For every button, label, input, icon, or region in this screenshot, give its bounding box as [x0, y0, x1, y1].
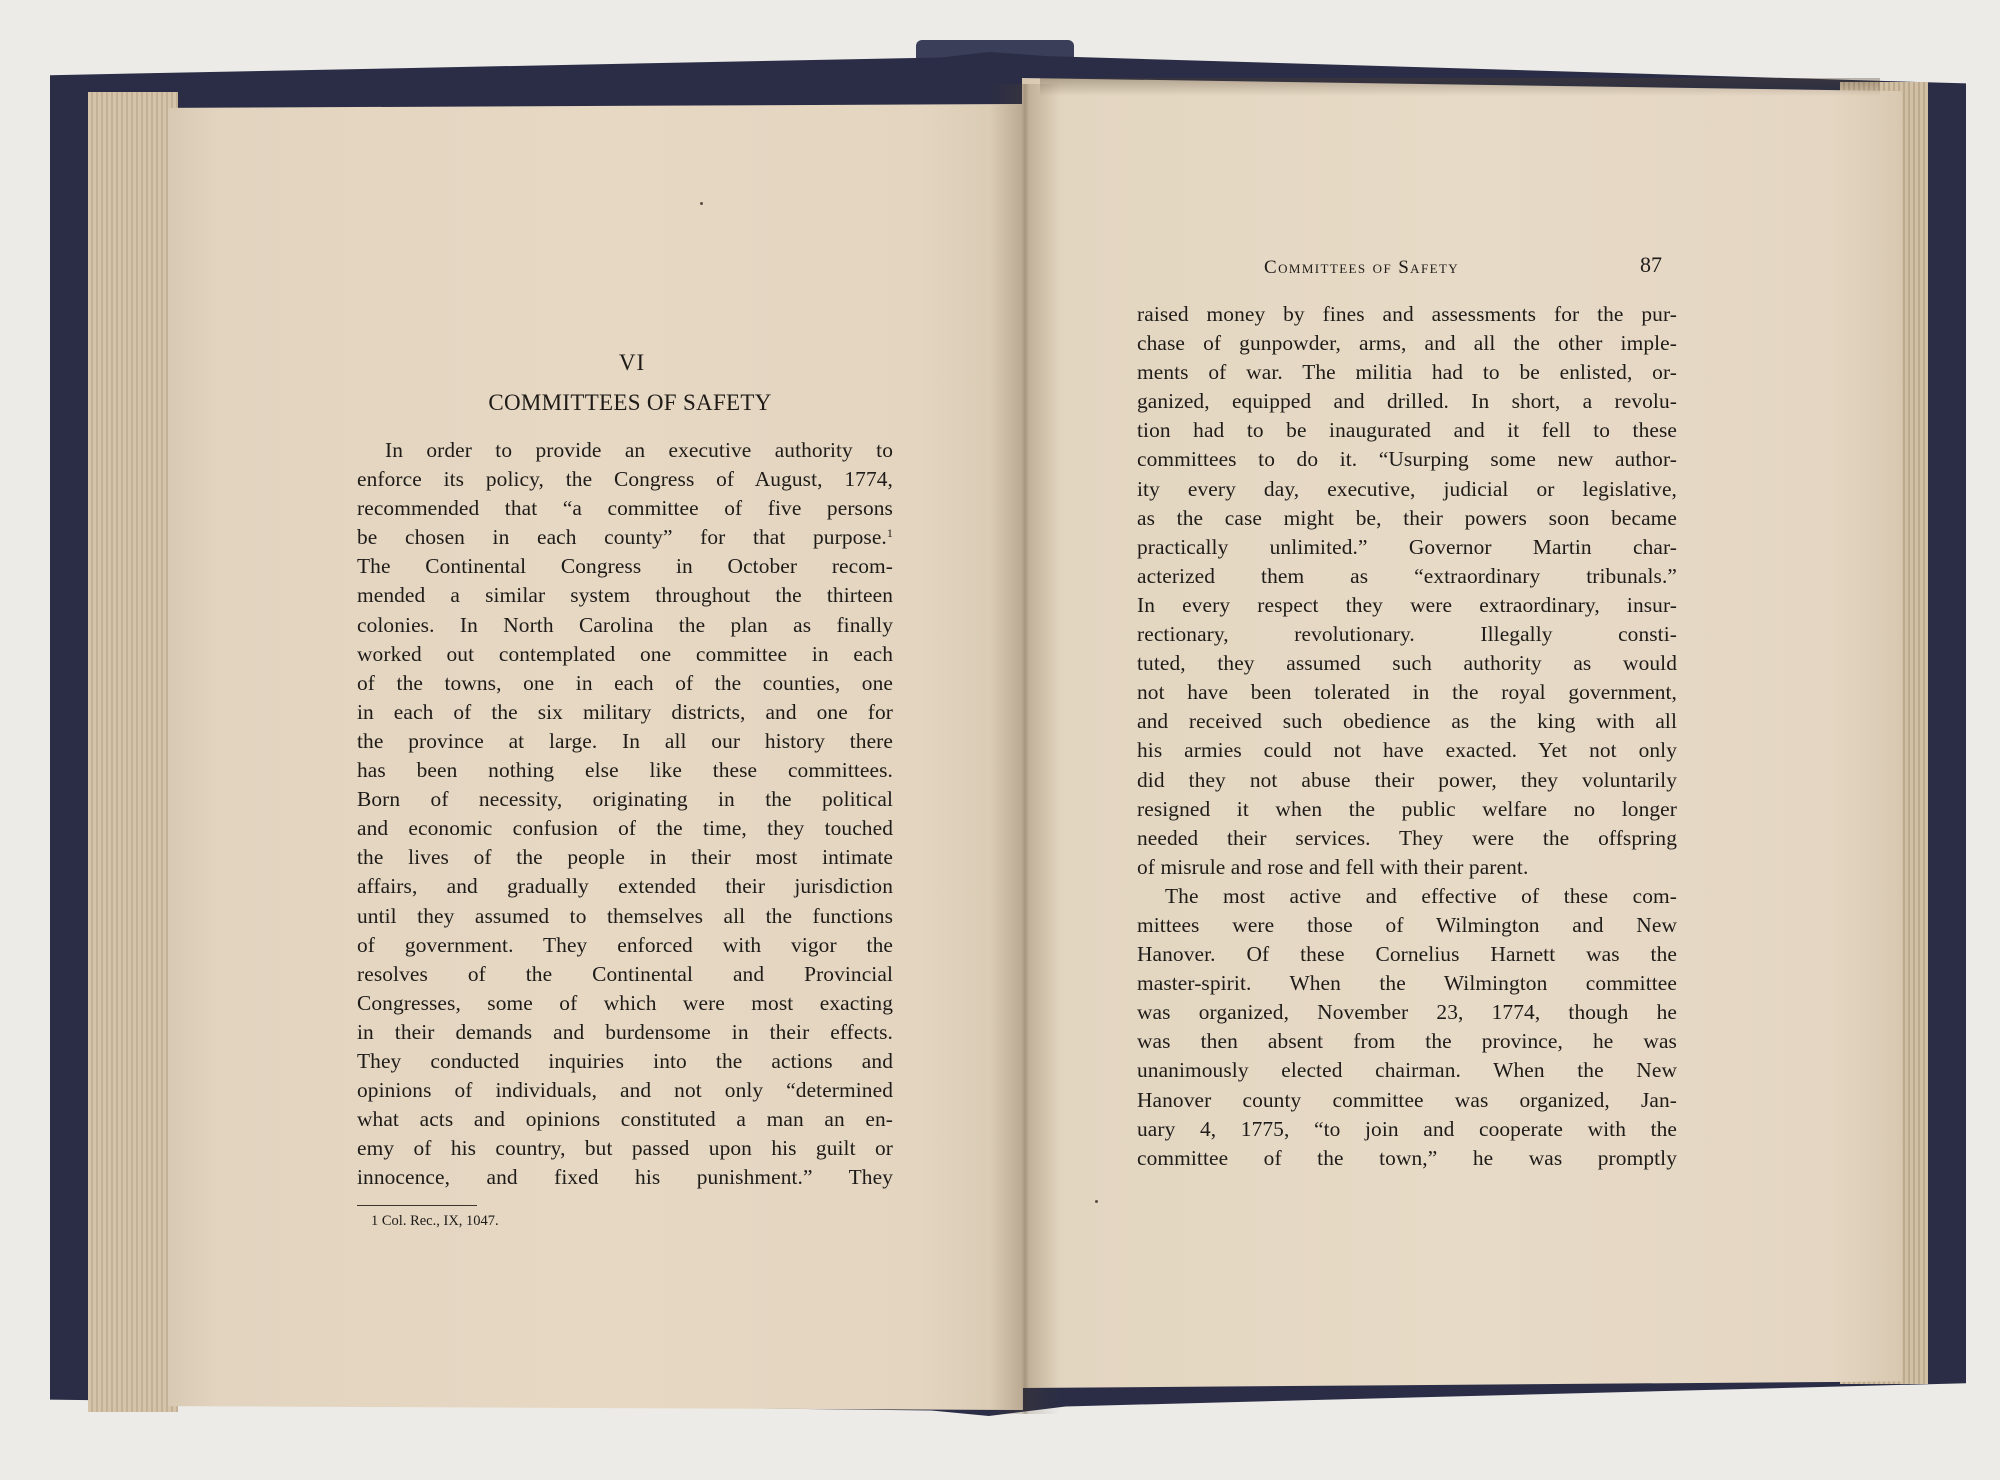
text-line-with-footnote [357, 523, 893, 552]
footnote-marker: 1 [886, 526, 893, 541]
footnote-rule [357, 1205, 477, 1206]
text-line: uary 4, 1775, “to join and cooperate with the [1137, 1116, 1677, 1141]
text-line: The most active and effective of these com- [1165, 883, 1677, 908]
text-line: committees to do it. “Usurping some new author- [1137, 447, 1677, 472]
text-line: the province at large. In all our history there [357, 728, 893, 753]
book-gutter [990, 84, 1060, 1414]
paper-speck [700, 202, 703, 205]
text-line: as the case might be, their powers soon became [1137, 505, 1677, 530]
text-line: was then absent from the province, he was [1137, 1029, 1677, 1054]
text-line: of the towns, one in each of the counties, one [357, 670, 893, 695]
text-line: In every respect they were extraordinary, insur- [1137, 592, 1677, 617]
text-line: enforce its policy, the Congress of August, 1774, [357, 467, 893, 492]
text-line: colonies. In North Carolina the plan as finally [357, 612, 893, 637]
text-line: master-spirit. When the Wilmington committee [1137, 971, 1677, 996]
text-line: committee of the town,” he was promptly [1137, 1145, 1677, 1170]
chapter-number: VI [618, 350, 646, 375]
page-top-shadow [1040, 78, 1880, 96]
text-line: innocence, and fixed his punishment.” They [357, 1165, 893, 1190]
text-line: resolves of the Continental and Provincial [357, 961, 893, 986]
text-line: has been nothing else like these committees. [357, 758, 893, 783]
text-line: mittees were those of Wilmington and New [1137, 912, 1677, 937]
text-line: chase of gunpowder, arms, and all the other imple- [1137, 331, 1677, 356]
text-line: not have been tolerated in the royal government, [1137, 680, 1677, 705]
right-page-body [1137, 300, 1677, 1173]
running-head: Committees of Safety [1264, 257, 1460, 278]
text-line: mended a similar system throughout the thirteen [357, 583, 893, 608]
text-line: Hanover county committee was organized, Jan- [1137, 1087, 1677, 1112]
left-page-stack [88, 92, 178, 1412]
text-line: rectionary, revolutionary. Illegally consti- [1137, 622, 1677, 647]
text-line: the lives of the people in their most intimate [357, 845, 893, 870]
paper-speck [1095, 1200, 1098, 1203]
text-line: did they not abuse their power, they voluntarily [1137, 767, 1677, 792]
text-line: needed their services. They were the offspring [1137, 825, 1677, 850]
text-line: emy of his country, but passed upon his guilt or [357, 1136, 893, 1161]
text-line: In order to provide an executive authority to [385, 438, 893, 462]
page-number: 87 [1640, 252, 1662, 277]
text-line: unanimously elected chairman. When the New [1137, 1058, 1677, 1083]
chapter-title: COMMITTEES OF SAFETY [488, 390, 772, 415]
text-line: opinions of individuals, and not only “determined [357, 1078, 893, 1103]
text-line: resigned it when the public welfare no longer [1137, 796, 1677, 821]
text-line: practically unlimited.” Governor Martin char- [1137, 534, 1677, 559]
text-line: Hanover. Of these Cornelius Harnett was the [1137, 942, 1677, 967]
text-line: tion had to be inaugurated and it fell to these [1137, 418, 1677, 443]
text-line: his armies could not have exacted. Yet not only [1137, 738, 1677, 763]
text-line: ity every day, executive, judicial or legislative, [1137, 476, 1677, 501]
text-line: tuted, they assumed such authority as would [1137, 651, 1677, 676]
text-line: in each of the six military districts, and one for [357, 699, 893, 724]
text-line: of misrule and rose and fell with their parent. [1137, 854, 1529, 879]
text-line: Born of necessity, originating in the political [357, 787, 893, 812]
text-line: was organized, November 23, 1774, though he [1137, 1000, 1677, 1025]
text-line: worked out contemplated one committee in each [357, 641, 893, 666]
text-line: in their demands and burdensome in their effects. [357, 1019, 893, 1044]
text-line: Congresses, some of which were most exacting [357, 990, 893, 1015]
text-line: of government. They enforced with vigor the [357, 932, 893, 957]
text-line: recommended that “a committee of five persons [357, 496, 893, 521]
text-line: be chosen in each county” for that purpose. [357, 525, 887, 550]
text-line: until they assumed to themselves all the functions [357, 903, 893, 928]
text-line: what acts and opinions constituted a man an en- [357, 1107, 893, 1132]
text-line: and economic confusion of the time, they touched [357, 816, 893, 841]
text-line: acterized them as “extraordinary tribunals.” [1137, 563, 1677, 588]
text-line: They conducted inquiries into the actions and [357, 1048, 893, 1073]
text-line: raised money by fines and assessments for the pur- [1137, 302, 1677, 326]
footnote: 1 Col. Rec., IX, 1047. [371, 1213, 499, 1229]
text-line: ments of war. The militia had to be enlisted, or- [1137, 360, 1677, 385]
text-line: affairs, and gradually extended their jurisdiction [357, 874, 893, 899]
text-line: and received such obedience as the king with all [1137, 709, 1677, 734]
text-line: The Continental Congress in October recom- [357, 554, 893, 579]
text-line: ganized, equipped and drilled. In short, a revolu- [1137, 389, 1677, 414]
left-page-body [357, 436, 893, 1192]
